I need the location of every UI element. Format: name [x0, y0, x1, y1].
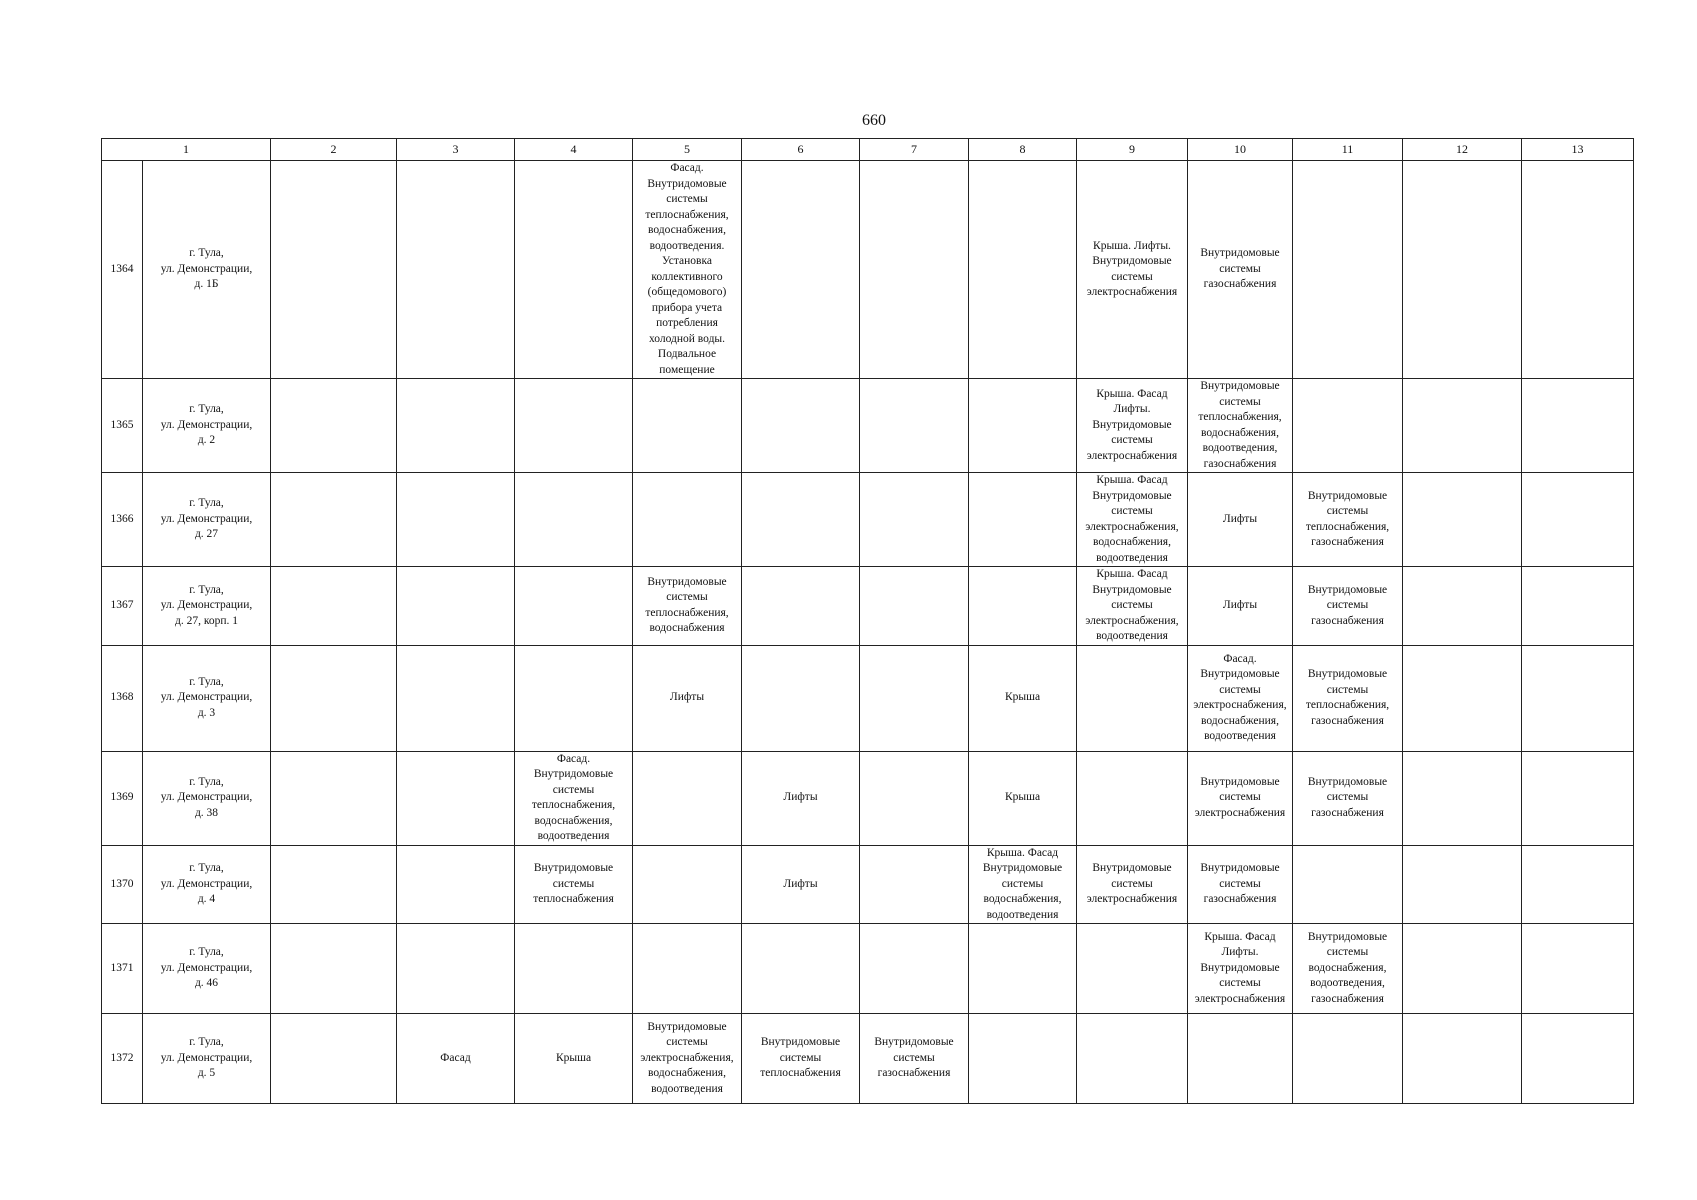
work-cell	[271, 845, 397, 924]
work-cell	[1403, 645, 1522, 751]
work-cell	[271, 379, 397, 473]
row-number: 1365	[102, 379, 143, 473]
work-cell: Внутридомовые системы газоснабжения	[860, 1014, 969, 1104]
table-row	[102, 473, 1634, 567]
work-cell	[397, 924, 515, 1014]
work-cell	[1522, 645, 1634, 751]
work-cell: Крыша. Фасад Лифты. Внутридомовые системы электроснабжения	[1188, 924, 1293, 1014]
work-cell	[969, 924, 1077, 1014]
table-row	[102, 751, 1634, 845]
work-cell	[860, 567, 969, 646]
work-cell	[1077, 645, 1188, 751]
work-cell	[1522, 924, 1634, 1014]
work-cell: Внутридомовые системы теплоснабжения	[515, 845, 633, 924]
address-cell: г. Тула, ул. Демонстрации, д. 2	[143, 379, 271, 473]
table-row	[102, 645, 1634, 751]
repair-schedule-table	[101, 138, 1634, 1104]
row-number: 1364	[102, 161, 143, 379]
address-cell: г. Тула, ул. Демонстрации, д. 4	[143, 845, 271, 924]
table-row	[102, 1014, 1634, 1104]
column-header: 8	[969, 139, 1077, 161]
work-cell	[397, 379, 515, 473]
column-header: 13	[1522, 139, 1634, 161]
work-cell	[742, 567, 860, 646]
work-cell	[1403, 567, 1522, 646]
work-cell	[515, 924, 633, 1014]
address-cell: г. Тула, ул. Демонстрации, д. 3	[143, 645, 271, 751]
table-row	[102, 845, 1634, 924]
work-cell	[1522, 379, 1634, 473]
work-cell	[1403, 1014, 1522, 1104]
column-header: 4	[515, 139, 633, 161]
column-header: 1	[102, 139, 271, 161]
work-cell	[742, 379, 860, 473]
row-number: 1368	[102, 645, 143, 751]
row-number: 1366	[102, 473, 143, 567]
work-cell	[860, 473, 969, 567]
work-cell: Крыша. Фасад Внутридомовые системы электроснабжения, водоснабжения, водоотведения	[1077, 473, 1188, 567]
work-cell	[1522, 161, 1634, 379]
column-header: 10	[1188, 139, 1293, 161]
work-cell	[742, 645, 860, 751]
work-cell	[1188, 1014, 1293, 1104]
work-cell	[271, 567, 397, 646]
work-cell: Фасад. Внутридомовые системы электроснабжения, водоснабжения, водоотведения	[1188, 645, 1293, 751]
work-cell: Внутридомовые системы газоснабжения	[1293, 751, 1403, 845]
column-header: 2	[271, 139, 397, 161]
work-cell: Крыша	[969, 751, 1077, 845]
work-cell	[1403, 924, 1522, 1014]
work-cell	[1077, 751, 1188, 845]
work-cell	[1522, 845, 1634, 924]
address-cell: г. Тула, ул. Демонстрации, д. 27, корп. 1	[143, 567, 271, 646]
work-cell	[633, 751, 742, 845]
work-cell	[271, 924, 397, 1014]
work-cell: Внутридомовые системы газоснабжения	[1188, 845, 1293, 924]
work-cell	[969, 379, 1077, 473]
work-cell	[860, 845, 969, 924]
work-cell: Внутридомовые системы теплоснабжения	[742, 1014, 860, 1104]
work-cell: Фасад. Внутридомовые системы теплоснабжения, водоснабжения, водоотведения. Установка коллективного (общедомового) прибора учета потребления холодной воды. Подвальное помещение	[633, 161, 742, 379]
address-cell: г. Тула, ул. Демонстрации, д. 5	[143, 1014, 271, 1104]
work-cell	[969, 161, 1077, 379]
work-cell	[515, 161, 633, 379]
work-cell	[1077, 1014, 1188, 1104]
work-cell	[1403, 473, 1522, 567]
work-cell	[397, 645, 515, 751]
work-cell	[860, 924, 969, 1014]
work-cell: Внутридомовые системы теплоснабжения, водоснабжения, водоотведения, газоснабжения	[1188, 379, 1293, 473]
address-cell: г. Тула, ул. Демонстрации, д. 46	[143, 924, 271, 1014]
work-cell	[633, 379, 742, 473]
work-cell	[860, 379, 969, 473]
work-cell	[515, 473, 633, 567]
column-header: 11	[1293, 139, 1403, 161]
table-row	[102, 567, 1634, 646]
address-cell: г. Тула, ул. Демонстрации, д. 1Б	[143, 161, 271, 379]
work-cell	[742, 473, 860, 567]
work-cell	[860, 645, 969, 751]
work-cell	[397, 567, 515, 646]
work-cell	[1077, 924, 1188, 1014]
work-cell: Внутридомовые системы теплоснабжения, водоснабжения	[633, 567, 742, 646]
work-cell	[969, 1014, 1077, 1104]
column-number-row	[102, 139, 1634, 161]
column-header: 7	[860, 139, 969, 161]
row-number: 1367	[102, 567, 143, 646]
work-cell: Внутридомовые системы теплоснабжения, газоснабжения	[1293, 645, 1403, 751]
work-cell	[633, 473, 742, 567]
work-cell	[1293, 845, 1403, 924]
page-number: 660	[862, 112, 886, 129]
work-cell	[1403, 845, 1522, 924]
work-cell	[969, 567, 1077, 646]
work-cell: Внутридомовые системы теплоснабжения, газоснабжения	[1293, 473, 1403, 567]
work-cell	[1293, 1014, 1403, 1104]
column-header: 3	[397, 139, 515, 161]
work-cell: Внутридомовые системы газоснабжения	[1293, 567, 1403, 646]
work-cell: Крыша. Фасад Лифты. Внутридомовые системы электроснабжения	[1077, 379, 1188, 473]
work-cell: Крыша. Лифты. Внутридомовые системы электроснабжения	[1077, 161, 1188, 379]
work-cell	[1522, 751, 1634, 845]
work-cell: Лифты	[1188, 567, 1293, 646]
table-row	[102, 379, 1634, 473]
work-cell	[1403, 161, 1522, 379]
work-cell	[271, 161, 397, 379]
work-cell: Лифты	[742, 845, 860, 924]
address-cell: г. Тула, ул. Демонстрации, д. 38	[143, 751, 271, 845]
work-cell	[271, 751, 397, 845]
column-header: 12	[1403, 139, 1522, 161]
column-header: 6	[742, 139, 860, 161]
work-cell: Внутридомовые системы электроснабжения, водоснабжения, водоотведения	[633, 1014, 742, 1104]
work-cell: Лифты	[1188, 473, 1293, 567]
work-cell: Крыша. Фасад Внутридомовые системы водоснабжения, водоотведения	[969, 845, 1077, 924]
work-cell: Внутридомовые системы газоснабжения	[1188, 161, 1293, 379]
work-cell	[969, 473, 1077, 567]
work-cell	[1522, 473, 1634, 567]
work-cell: Фасад. Внутридомовые системы теплоснабжения, водоснабжения, водоотведения	[515, 751, 633, 845]
table-row	[102, 924, 1634, 1014]
work-cell: Внутридомовые системы электроснабжения	[1188, 751, 1293, 845]
work-cell	[742, 161, 860, 379]
work-cell	[271, 473, 397, 567]
table-row	[102, 161, 1634, 379]
work-cell	[397, 161, 515, 379]
work-cell	[271, 1014, 397, 1104]
work-cell	[860, 161, 969, 379]
work-cell	[742, 924, 860, 1014]
row-number: 1372	[102, 1014, 143, 1104]
work-cell: Внутридомовые системы электроснабжения	[1077, 845, 1188, 924]
work-cell	[633, 845, 742, 924]
work-cell: Крыша	[969, 645, 1077, 751]
work-cell	[1293, 379, 1403, 473]
column-header: 5	[633, 139, 742, 161]
work-cell: Лифты	[633, 645, 742, 751]
work-cell	[1522, 567, 1634, 646]
work-cell	[633, 924, 742, 1014]
work-cell	[515, 379, 633, 473]
work-cell: Фасад	[397, 1014, 515, 1104]
work-cell: Крыша. Фасад Внутридомовые системы электроснабжения, водоотведения	[1077, 567, 1188, 646]
work-cell	[1293, 161, 1403, 379]
work-cell: Внутридомовые системы водоснабжения, водоотведения, газоснабжения	[1293, 924, 1403, 1014]
work-cell: Крыша	[515, 1014, 633, 1104]
address-cell: г. Тула, ул. Демонстрации, д. 27	[143, 473, 271, 567]
work-cell	[397, 473, 515, 567]
work-cell	[397, 751, 515, 845]
row-number: 1370	[102, 845, 143, 924]
work-cell	[515, 567, 633, 646]
work-cell	[1403, 751, 1522, 845]
work-cell	[515, 645, 633, 751]
table-body	[102, 161, 1634, 1104]
work-cell	[860, 751, 969, 845]
column-header: 9	[1077, 139, 1188, 161]
work-cell	[1522, 1014, 1634, 1104]
work-cell	[271, 645, 397, 751]
work-cell: Лифты	[742, 751, 860, 845]
row-number: 1371	[102, 924, 143, 1014]
work-cell	[1403, 379, 1522, 473]
work-cell	[397, 845, 515, 924]
row-number: 1369	[102, 751, 143, 845]
